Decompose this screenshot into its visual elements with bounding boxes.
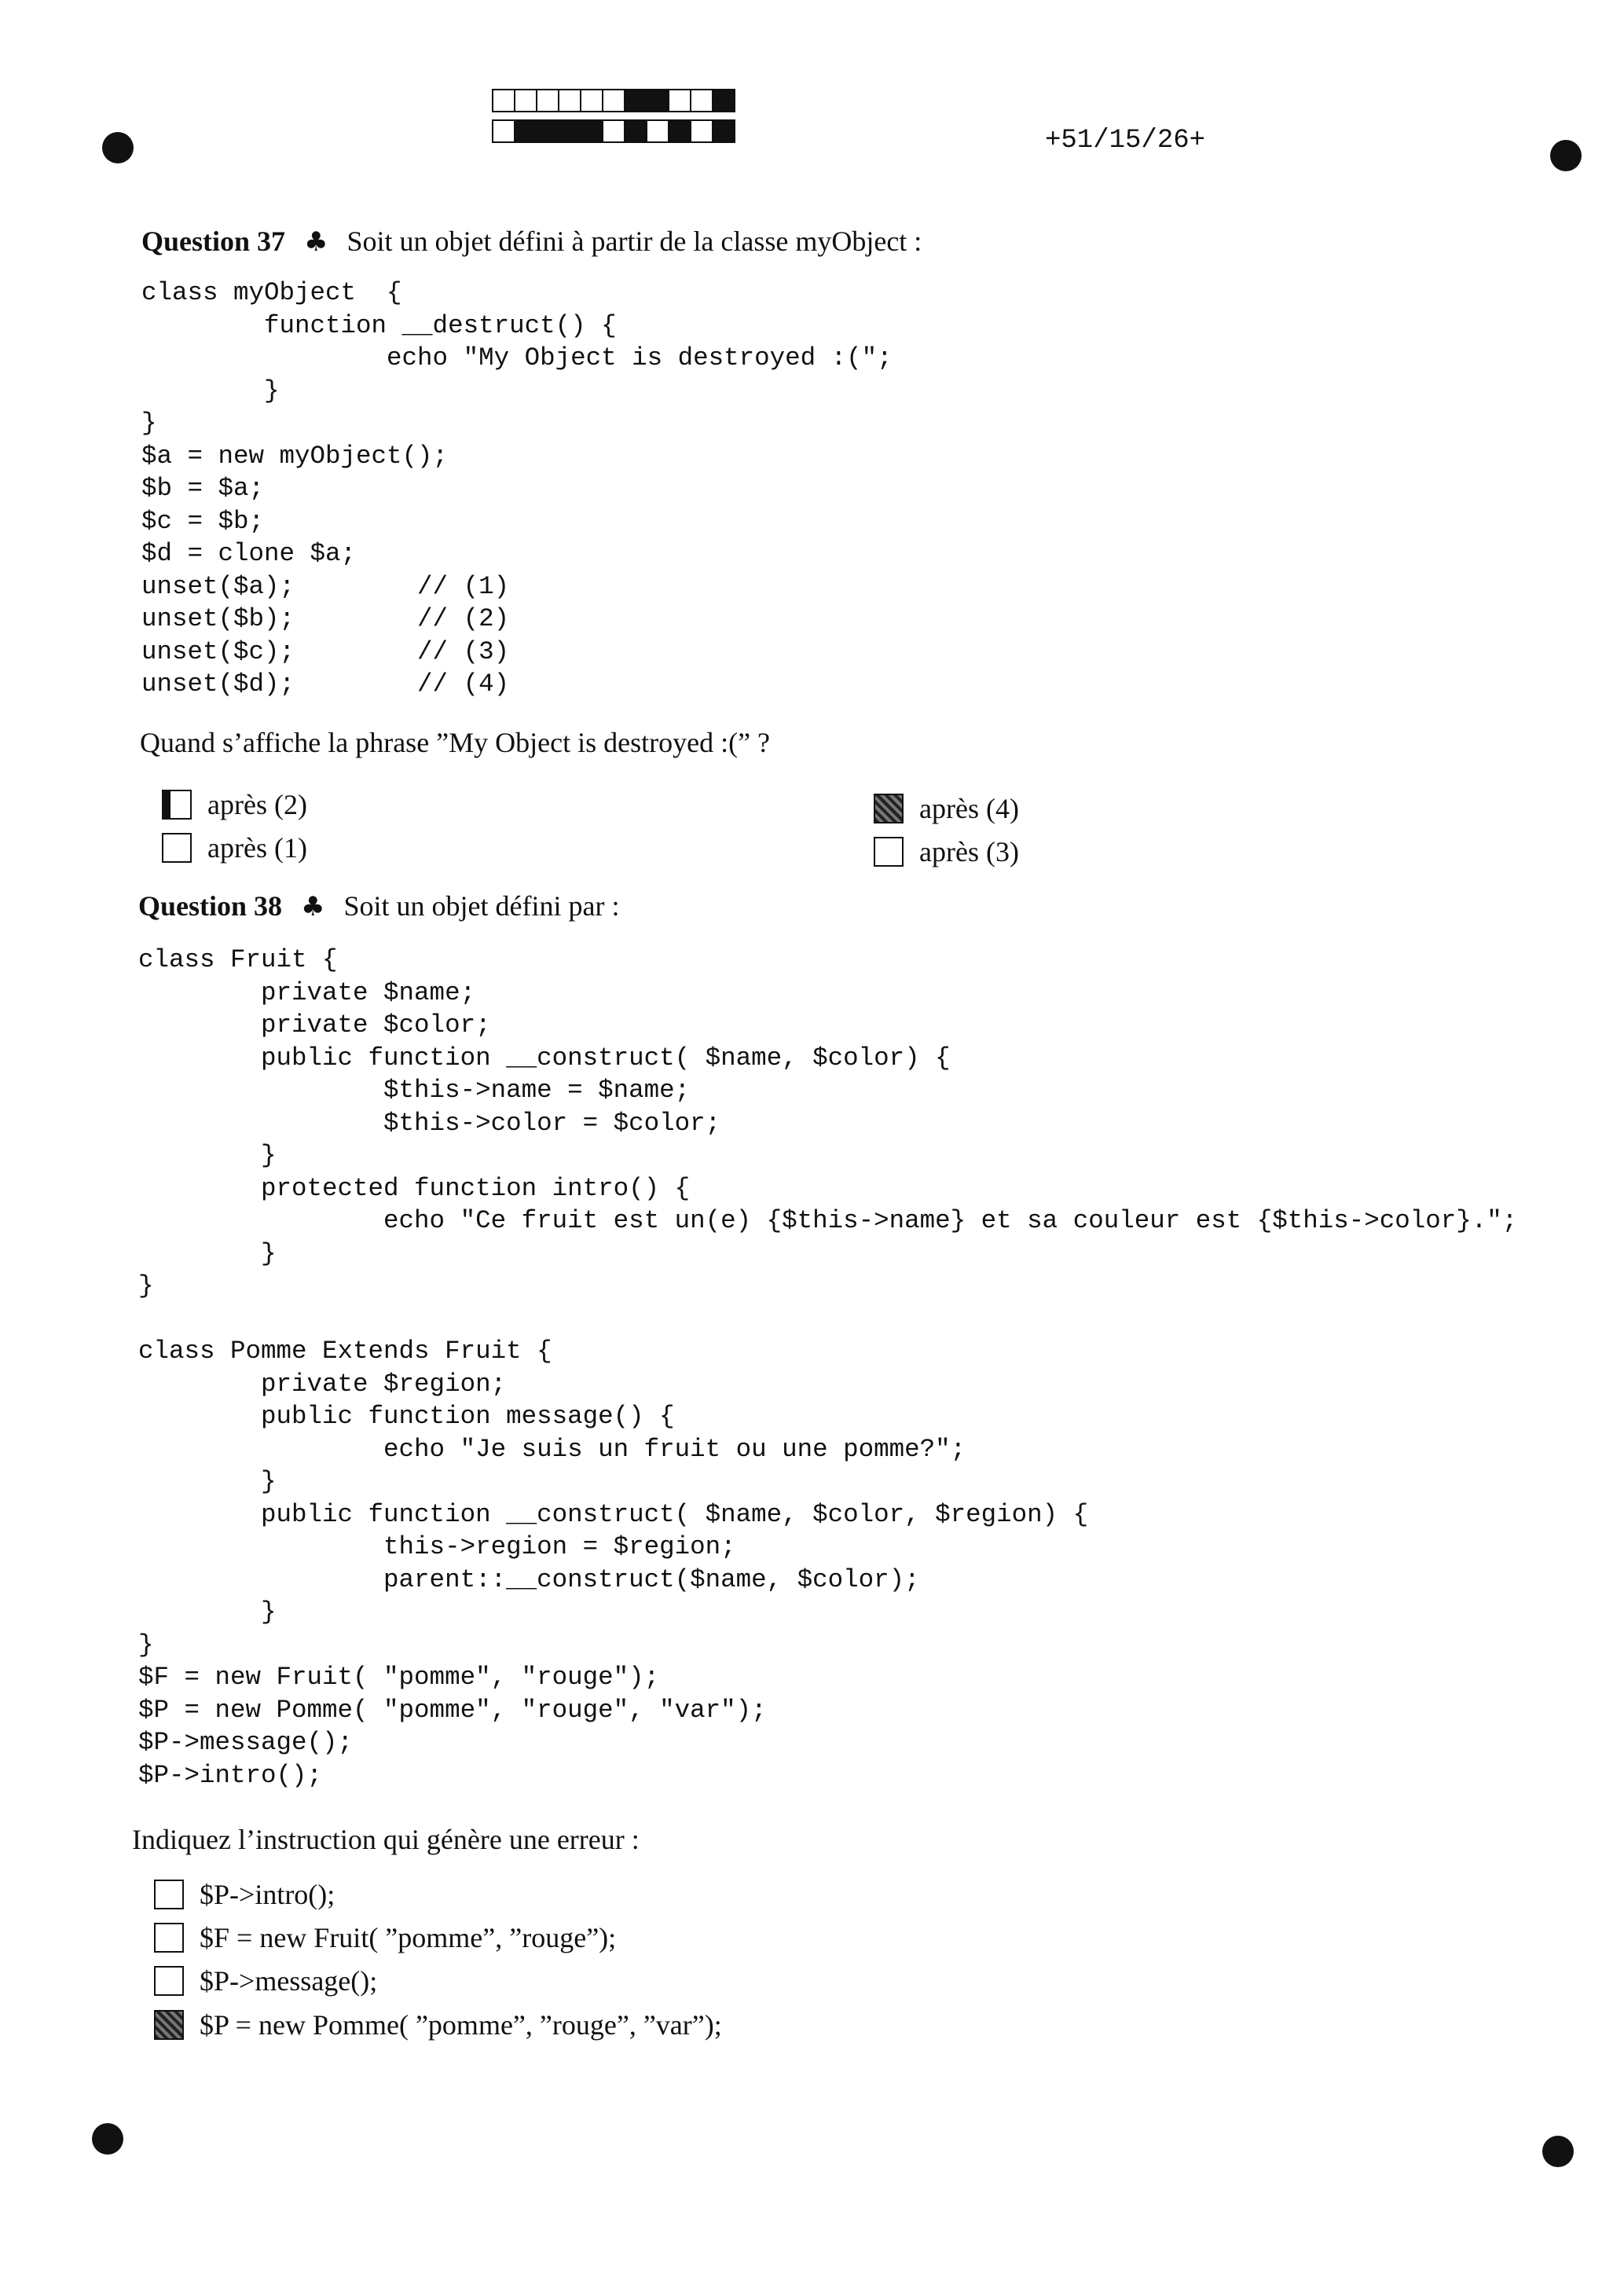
answer-checkbox[interactable]	[162, 790, 192, 820]
barcode-cell	[602, 89, 625, 112]
barcode-cell	[690, 89, 713, 112]
q38-answer-1[interactable]	[154, 1878, 335, 1911]
answer-label: après (4)	[919, 793, 1019, 824]
answer-checkbox[interactable]	[154, 1880, 184, 1909]
barcode-cell	[668, 119, 691, 143]
q38-answer-4[interactable]	[154, 2008, 722, 2041]
question-37-code: class myObject { function __destruct() { echo "My Object is destroyed :("; } } $a = new myObject(); $b = $a; $c = $b; $d = clone $a; unset($a); // (1) unset($b); // (2) unset($c); // (3) unset($d); // (4)	[141, 278, 893, 699]
barcode-cell	[646, 89, 669, 112]
barcode-cell	[492, 89, 515, 112]
page-barcode-bottom	[493, 119, 735, 143]
question-37-title	[141, 225, 922, 258]
question-38-prompt: Indiquez l’instruction qui génère une erreur :	[132, 1824, 640, 1855]
barcode-cell	[580, 89, 603, 112]
barcode-cell	[514, 89, 537, 112]
q38-answer-2[interactable]	[154, 1921, 616, 1954]
registration-mark-top-left	[102, 132, 134, 163]
barcode-cell	[536, 119, 559, 143]
registration-mark-top-right	[1550, 140, 1582, 171]
club-icon: ♣	[301, 891, 325, 922]
answer-checkbox[interactable]	[162, 833, 192, 863]
answer-checkbox[interactable]	[154, 2010, 184, 2040]
q37-answer-3[interactable]	[874, 792, 1019, 825]
question-number: Question 38	[138, 890, 283, 922]
barcode-cell	[690, 119, 713, 143]
answer-label: $P->message();	[200, 1965, 378, 1997]
q37-answer-4[interactable]	[874, 835, 1019, 868]
barcode-cell	[580, 119, 603, 143]
answer-checkbox[interactable]	[154, 1966, 184, 1996]
barcode-cell	[646, 119, 669, 143]
barcode-cell	[624, 89, 647, 112]
barcode-cell	[492, 119, 515, 143]
q37-answer-2[interactable]	[162, 831, 307, 864]
question-statement: Soit un objet défini par :	[343, 890, 620, 922]
answer-label: après (3)	[919, 836, 1019, 867]
question-37-prompt: Quand s’affiche la phrase ”My Object is destroyed :(” ?	[140, 727, 771, 758]
answer-checkbox[interactable]	[154, 1923, 184, 1953]
registration-mark-bottom-left	[92, 2123, 123, 2155]
answer-checkbox[interactable]	[874, 837, 904, 867]
question-38-title	[138, 889, 619, 922]
answer-label: $F = new Fruit( ”pomme”, ”rouge”);	[200, 1922, 617, 1953]
barcode-cell	[712, 89, 735, 112]
answer-label: $P = new Pomme( ”pomme”, ”rouge”, ”var”);	[200, 2009, 722, 2041]
question-38-code: class Fruit { private $name; private $color; public function __construct( $name, $color) { $this->name = $name; $this->color = $color; } protected function intro() { echo "Ce fruit est un(e) {$this->name} et sa couleur est {$this->color}."; } } class Pomme Extends Fruit { private $region; public function message() { echo "Je suis un fruit ou une pomme?"; } public function __construct( $name, $color, $region) { this->region = $region; parent::__construct($name, $color); } } $F = new Fruit( "pomme", "rouge"); $P = new Pomme( "pomme", "rouge", "var"); $P->message(); $P->intro();	[138, 945, 1518, 1790]
registration-mark-bottom-right	[1542, 2136, 1574, 2167]
barcode-cell	[712, 119, 735, 143]
question-statement: Soit un objet défini à partir de la classe myObject :	[346, 226, 922, 257]
barcode-cell	[624, 119, 647, 143]
barcode-cell	[558, 89, 581, 112]
page-id: +51/15/26+	[1045, 126, 1206, 156]
answer-label: après (1)	[207, 832, 307, 864]
q38-answer-3[interactable]	[154, 1964, 377, 1997]
q37-answer-1[interactable]	[162, 788, 307, 821]
barcode-cell	[536, 89, 559, 112]
barcode-cell	[558, 119, 581, 143]
answer-label: après (2)	[207, 789, 307, 820]
answer-label: $P->intro();	[200, 1879, 335, 1910]
barcode-cell	[514, 119, 537, 143]
page-barcode-top	[493, 89, 735, 112]
question-number: Question 37	[141, 226, 286, 257]
barcode-cell	[668, 89, 691, 112]
barcode-cell	[602, 119, 625, 143]
answer-checkbox[interactable]	[874, 794, 904, 823]
club-icon: ♣	[304, 226, 328, 258]
